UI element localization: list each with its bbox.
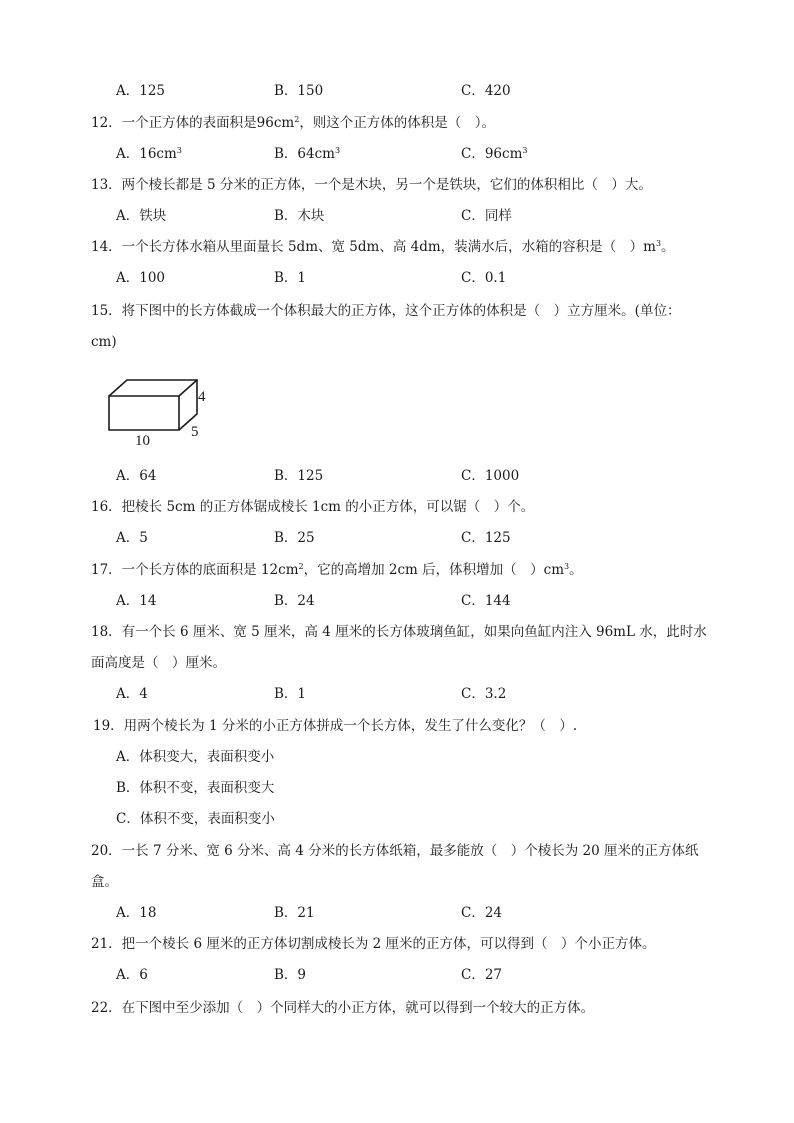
- q13-option-b: B．木块: [274, 208, 325, 224]
- q13-stem: 13．两个棱长都是 5 分米的正方体，一个是木块，另一个是铁块，它们的体积相比（ ）大。: [91, 177, 652, 193]
- q20-option-c: C．24: [461, 905, 503, 921]
- q13-option-a: A．铁块: [116, 208, 167, 224]
- q18-stem-line1: 18．有一个长 6 厘米、宽 5 厘米，高 4 厘米的长方体玻璃鱼缸，如果向鱼缸内注入 96mL 水，此时水: [91, 624, 707, 640]
- q12-option-c: C．$96cm^3$: [461, 146, 528, 162]
- q15-option-c: C．1000: [461, 468, 520, 484]
- q17-option-a: A．14: [116, 593, 157, 609]
- q11-option-c: C．420: [461, 83, 511, 99]
- q18-stem-line2: 面高度是（ ）厘米。: [91, 655, 226, 671]
- q14-stem: 14．一个长方体水箱从里面量长 5dm、宽 5dm、高 4dm，装满水后，水箱的容积是（ ）$m^3$。: [91, 239, 675, 255]
- cuboid-height-label: 4: [198, 389, 206, 405]
- q14-option-c: C．0.1: [461, 270, 507, 286]
- q16-option-a: A．5: [116, 530, 148, 546]
- q15-option-b: B．125: [274, 468, 324, 484]
- q20-option-b: B．21: [274, 905, 315, 921]
- q19-option-c: C．体积不变，表面积变小: [116, 811, 275, 827]
- q20-stem-line2: 盒。: [91, 874, 118, 890]
- q20-option-a: A．18: [116, 905, 157, 921]
- cuboid-figure: [103, 372, 223, 448]
- q15-stem-line2: cm): [91, 334, 117, 350]
- q12-stem: 12．一个正方体的表面积是$96cm^2$，则这个正方体的体积是（ ）。: [91, 115, 496, 131]
- q15-option-a: A．64: [116, 468, 157, 484]
- cuboid-width-label: 5: [191, 424, 199, 440]
- q21-stem: 21．把一个棱长 6 厘米的正方体切割成棱长为 2 厘米的正方体，可以得到（ ）个小正方体。: [91, 936, 656, 952]
- q12-option-b: B．$64cm^3$: [274, 146, 341, 162]
- q21-option-b: B．9: [274, 967, 307, 983]
- q13-option-c: C．同样: [461, 208, 512, 224]
- q21-option-a: A．6: [116, 967, 148, 983]
- q16-option-b: B．25: [274, 530, 315, 546]
- q18-option-c: C．3.2: [461, 686, 507, 702]
- q17-option-b: B．24: [274, 593, 315, 609]
- cuboid-outline: [109, 380, 197, 430]
- q14-option-a: A．100: [116, 270, 166, 286]
- q17-stem: 17．一个长方体的底面积是 $12cm^2$，它的高增加 2cm 后，体积增加（ ）$cm^3$。: [91, 562, 583, 578]
- q11-option-b: B．150: [274, 83, 324, 99]
- q17-option-c: C．144: [461, 593, 511, 609]
- q20-stem-line1: 20．一长 7 分米、宽 6 分米、高 4 分米的长方体纸箱，最多能放（ ）个棱长为 20 厘米的正方体纸: [91, 843, 699, 859]
- q19-stem: 19．用两个棱长为 1 分米的小正方体拼成一个长方体，发生了什么变化？（ ）.: [93, 718, 578, 734]
- q16-option-c: C．125: [461, 530, 511, 546]
- q12-option-a: A．$16cm^3$: [116, 146, 182, 162]
- q18-option-b: B．1: [274, 686, 307, 702]
- q19-option-a: A．体积变大，表面积变小: [116, 749, 275, 765]
- q18-option-a: A．4: [116, 686, 148, 702]
- q15-stem-line1: 15．将下图中的长方体截成一个体积最大的正方体，这个正方体的体积是（ ）立方厘米。(单位：: [91, 303, 681, 319]
- q19-option-b: B．体积不变，表面积变大: [116, 780, 275, 796]
- q16-stem: 16．把棱长 5cm 的正方体锯成棱长 1cm 的小正方体，可以锯（ ）个。: [91, 499, 535, 515]
- q21-option-c: C．27: [461, 967, 503, 983]
- q22-stem: 22．在下图中至少添加（ ）个同样大的小正方体，就可以得到一个较大的正方体。: [91, 1000, 595, 1016]
- cuboid-length-label: 10: [135, 433, 150, 448]
- q14-option-b: B．1: [274, 270, 307, 286]
- q11-option-a: A．125: [116, 83, 166, 99]
